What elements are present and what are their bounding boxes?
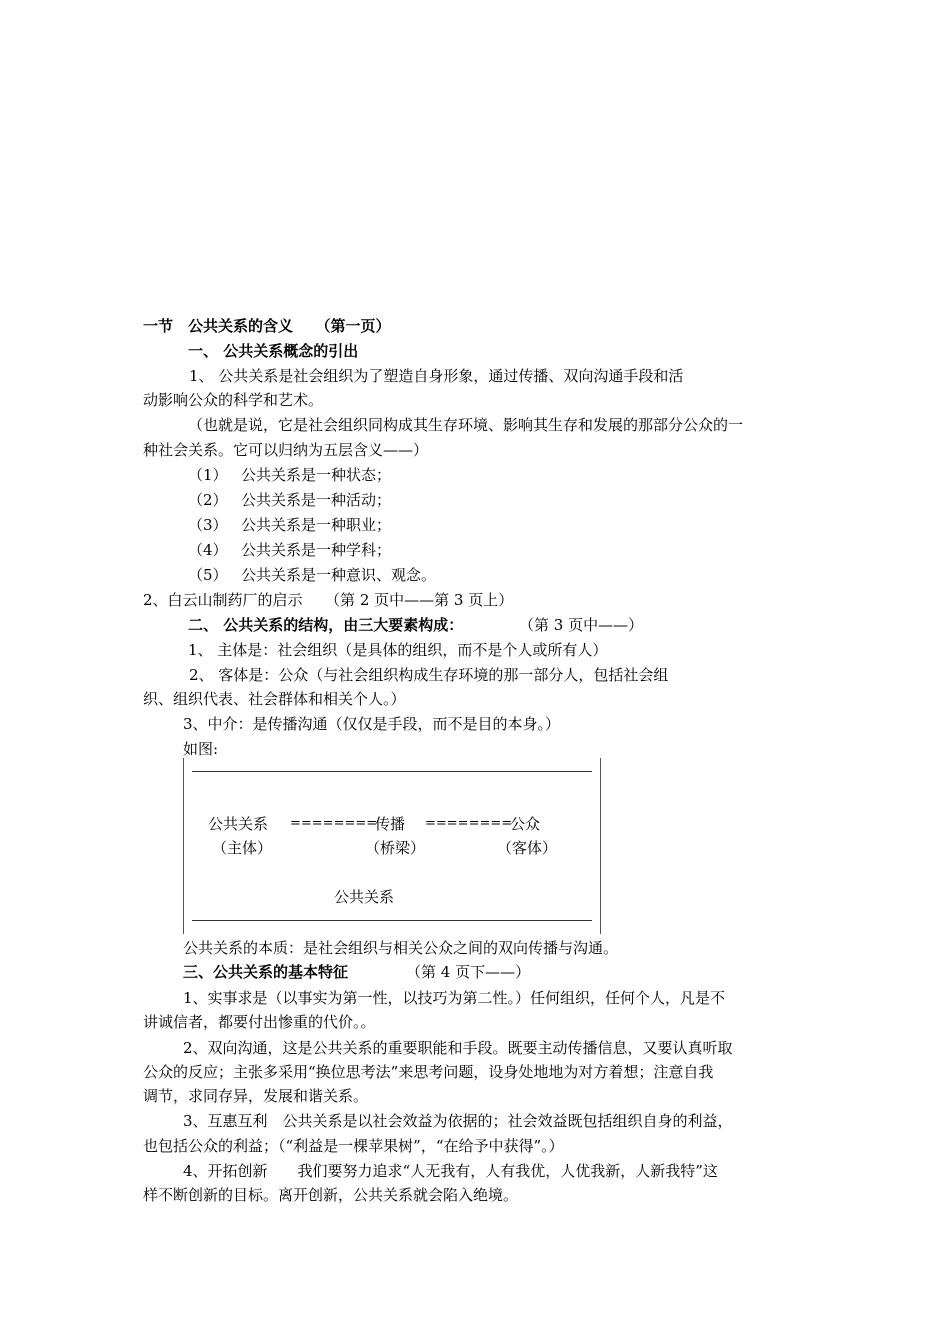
diagram-public-label: 公众 [510, 815, 541, 833]
diagram-top-rule [192, 771, 592, 772]
layer-number-5: （5） [188, 566, 228, 584]
feature2-line-3: 调节，求同存异，发展和谐关系。 [143, 1087, 369, 1105]
object-line-2: 织、组织代表、社会群体和相关个人。） [143, 690, 406, 708]
layer-text-4: 公共关系是一种学科； [241, 541, 392, 559]
layer-number-4: （4） [188, 541, 228, 559]
explanation-line-2: 种社会关系。它可以归纳为五层含义——） [143, 441, 429, 459]
diagram-link-1: ======== [290, 816, 378, 831]
part2-heading: 二、 公共关系的结构，由三大要素构成： [188, 616, 464, 634]
medium-line: 3、中介：是传播沟通（仅仅是手段，而不是目的本身。） [183, 715, 561, 733]
explanation-line-1: （也就是说，它是社会组织同构成其生存环境、影响其生存和发展的那部分公众的一 [188, 416, 744, 434]
feature3-line-2: 也包括公众的利益；（“利益是一棵苹果树”，“在给予中获得”。） [143, 1137, 564, 1155]
feature3-line-1: 3、互惠互利 公共关系是以社会效益为依据的；社会效益既包括组织自身的利益， [183, 1112, 733, 1130]
layer-text-1: 公共关系是一种状态； [241, 466, 392, 484]
structure-diagram [183, 758, 601, 934]
layer-text-3: 公共关系是一种职业； [241, 516, 392, 534]
case-line: 2、白云山制药厂的启示 （第 2 页中——第 3 页上） [143, 591, 514, 609]
layer-number-2: （2） [188, 491, 228, 509]
section-title: 一节 公共关系的含义 （第一页） [143, 317, 391, 335]
layer-text-2: 公共关系是一种活动； [241, 491, 392, 509]
feature4-line-1: 4、开拓创新 我们要努力追求“人无我有，人有我优，人优我新，人新我特”这 [183, 1162, 718, 1180]
diagram-medium-label: 传播 [375, 815, 406, 833]
diagram-subject-label: 公共关系 [208, 815, 269, 833]
figure-label: 如图: [183, 740, 219, 758]
layer-number-3: （3） [188, 516, 228, 534]
diagram-public-note: （客体） [497, 839, 558, 857]
part2-page-ref: （第 3 页中——） [519, 616, 644, 634]
essence-line: 公共关系的本质：是社会组织与相关公众之间的双向传播与沟通。 [183, 939, 619, 957]
feature1-line-1: 1、实事求是（以事实为第一性，以技巧为第二性。）任何组织，任何个人，凡是不 [183, 989, 726, 1007]
layer-number-1: （1） [188, 466, 228, 484]
object-line-1: 2、 客体是：公众（与社会组织构成生存环境的那一部分人，包括社会组 [189, 666, 669, 684]
feature4-line-2: 样不断创新的目标。离开创新，公共关系就会陷入绝境。 [143, 1186, 519, 1204]
diagram-bottom-label: 公共关系 [334, 888, 395, 906]
feature2-line-1: 2、双向沟通，这是公共关系的重要职能和手段。既要主动传播信息，又要认真听取 [183, 1039, 733, 1057]
part3-page-ref: （第 4 页下——） [406, 963, 531, 981]
feature1-line-2: 讲诚信者，都要付出惨重的代价。。 [143, 1013, 376, 1031]
diagram-medium-note: （桥梁） [365, 839, 426, 857]
definition-line-1: 1、 公共关系是社会组织为了塑造自身形象，通过传播、双向沟通手段和活 [189, 367, 684, 385]
part3-heading: 三、公共关系的基本特征 [183, 963, 349, 981]
feature2-line-2: 公众的反应；主张多采用“换位思考法”来思考问题，设身处地地为对方着想；注意自我 [143, 1063, 714, 1081]
subject-line: 1、 主体是：社会组织（是具体的组织，而不是个人或所有人） [188, 641, 608, 659]
diagram-bottom-rule [192, 920, 592, 921]
part1-heading: 一、 公共关系概念的引出 [188, 342, 359, 360]
diagram-link-2: ======== [425, 816, 513, 831]
diagram-subject-note: （主体） [212, 839, 273, 857]
definition-line-2: 动影响公众的科学和艺术。 [143, 391, 324, 409]
layer-text-5: 公共关系是一种意识、观念。 [241, 566, 437, 584]
